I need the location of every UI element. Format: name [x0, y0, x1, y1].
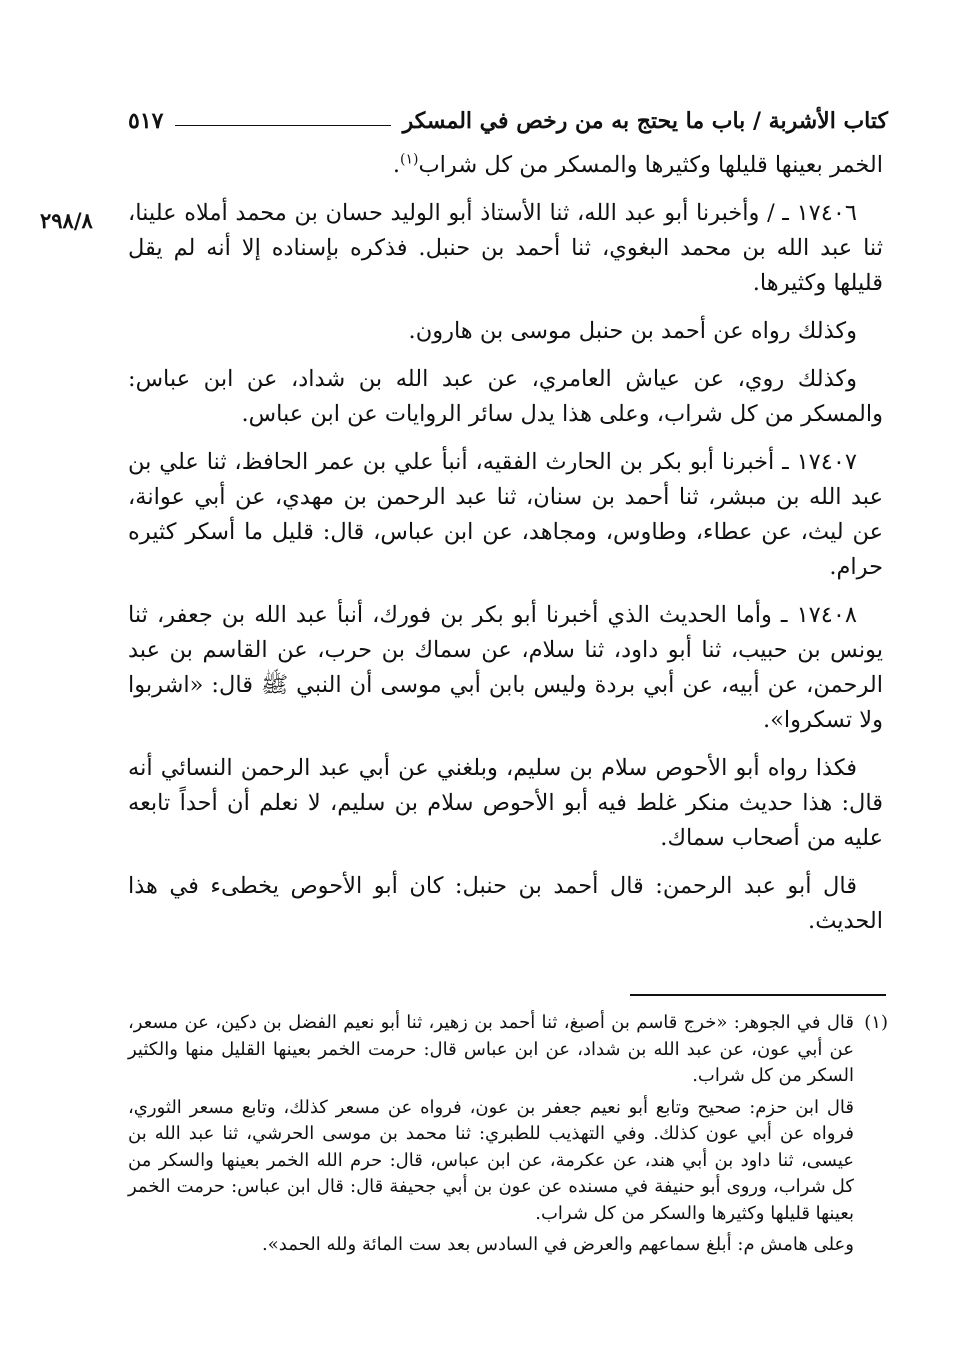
- footnote-text: قال في الجوهر: «خرج قاسم بن أصبغ، ثنا أحمد بن زهير، ثنا أبو نعيم الفضل بن دكين، عن مسعر، عن أبي عون، عن عبد الله بن شداد، عن ابن عباس قال: حرمت الخمر بعينها القليل منها والكثير السكر من كل شراب.: [128, 1012, 854, 1086]
- main-text: [128, 148, 883, 952]
- hadith-17407: ١٧٤٠٧ ـ أخبرنا أبو بكر بن الحارث الفقيه، أنبأ علي بن عمر الحافظ، ثنا علي بن عبد الله بن مبشر، ثنا أحمد بن سنان، ثنا عبد الرحمن بن مهدي، عن أبي عوانة، عن ليث، عن عطاء، وطاوس، ومجاهد، عن ابن عباس، قال: قليل ما أسكر كثيره حرام.: [128, 449, 883, 580]
- paragraph: قال أبو عبد الرحمن: قال أحمد بن حنبل: كان أبو الأحوص يخطىء في هذا الحديث.: [128, 873, 883, 934]
- chapter-title: كتاب الأشربة / باب ما يحتج به من رخص في المسكر: [402, 108, 888, 134]
- paragraph-text: الخمر بعينها قليلها وكثيرها والمسكر من كل شراب: [418, 152, 883, 178]
- hadith-17406: ١٧٤٠٦ ـ / وأخبرنا أبو عبد الله، ثنا الأستاذ أبو الوليد حسان بن محمد أملاه علينا، ثنا عبد الله بن محمد البغوي، ثنا أحمد بن حنبل. فذكره بإسناده إلا أنه لم يقل قليلها وكثيرها.: [128, 200, 883, 296]
- paragraph: وكذلك روي، عن عياش العامري، عن عبد الله بن شداد، عن ابن عباس: والمسكر من كل شراب، وعلى هذا يدل سائر الروايات عن ابن عباس.: [128, 366, 883, 427]
- paragraph-continuation: [128, 148, 883, 183]
- footnote-1: [128, 1010, 888, 1090]
- paragraph: فكذا رواه أبو الأحوص سلام بن سليم، وبلغني عن أبي عبد الرحمن النسائي أنه قال: هذا حديث منكر غلط فيه أبو الأحوص سلام بن سليم، لا نعلم أن أحداً تابعه عليه من أصحاب سماك.: [128, 755, 883, 851]
- footnote-1-margin-note: وعلى هامش م: أبلغ سماعهم والعرض في السادس بعد ست المائة ولله الحمد».: [262, 1234, 854, 1255]
- running-header: [128, 100, 888, 140]
- paragraph-end: .: [392, 152, 400, 178]
- hadith-17408: ١٧٤٠٨ ـ وأما الحديث الذي أخبرنا أبو بكر بن فورك، أنبأ عبد الله بن جعفر، ثنا يونس بن حبيب، ثنا أبو داود، ثنا سلام، عن سماك بن حرب، عن القاسم بن عبد الرحمن، عن أبيه، عن أبي بردة وليس بابن أبي موسى أن النبي ﷺ قال: «اشربوا ولا تسكروا».: [128, 602, 883, 733]
- page-number: ٥١٧: [128, 108, 164, 134]
- paragraph: وكذلك رواه عن أحمد بن حنبل موسى بن هارون.: [408, 318, 857, 344]
- footnote-1-continued: قال ابن حزم: صحيح وتابع أبو نعيم جعفر بن عون، فرواه عن مسعر كذلك، وتابع مسعر الثوري، فرواه عن أبي عون كذلك. وفي التهذيب للطبري: ثنا محمد بن موسى الحرشي، ثنا عبد الله بن عيسى، ثنا داود بن أبي هند، عن عكرمة، عن ابن عباس، قال: حرم الله الخمر بعينها والسكر من كل شراب، وروى أبو حنيفة في مسنده عن عون بن أبي جحيفة قال: قال ابن عباس: حرمت الخمر بعينها قليلها وكثيرها والسكر من كل شراب.: [128, 1096, 854, 1224]
- header-rule: [175, 125, 390, 126]
- footnotes: [128, 1010, 888, 1264]
- footnote-separator: [630, 994, 886, 996]
- footnote-marker[interactable]: (١): [400, 151, 419, 168]
- margin-reference: ٢٩٨/٨: [40, 208, 93, 233]
- footnote-number: (١): [864, 1012, 888, 1033]
